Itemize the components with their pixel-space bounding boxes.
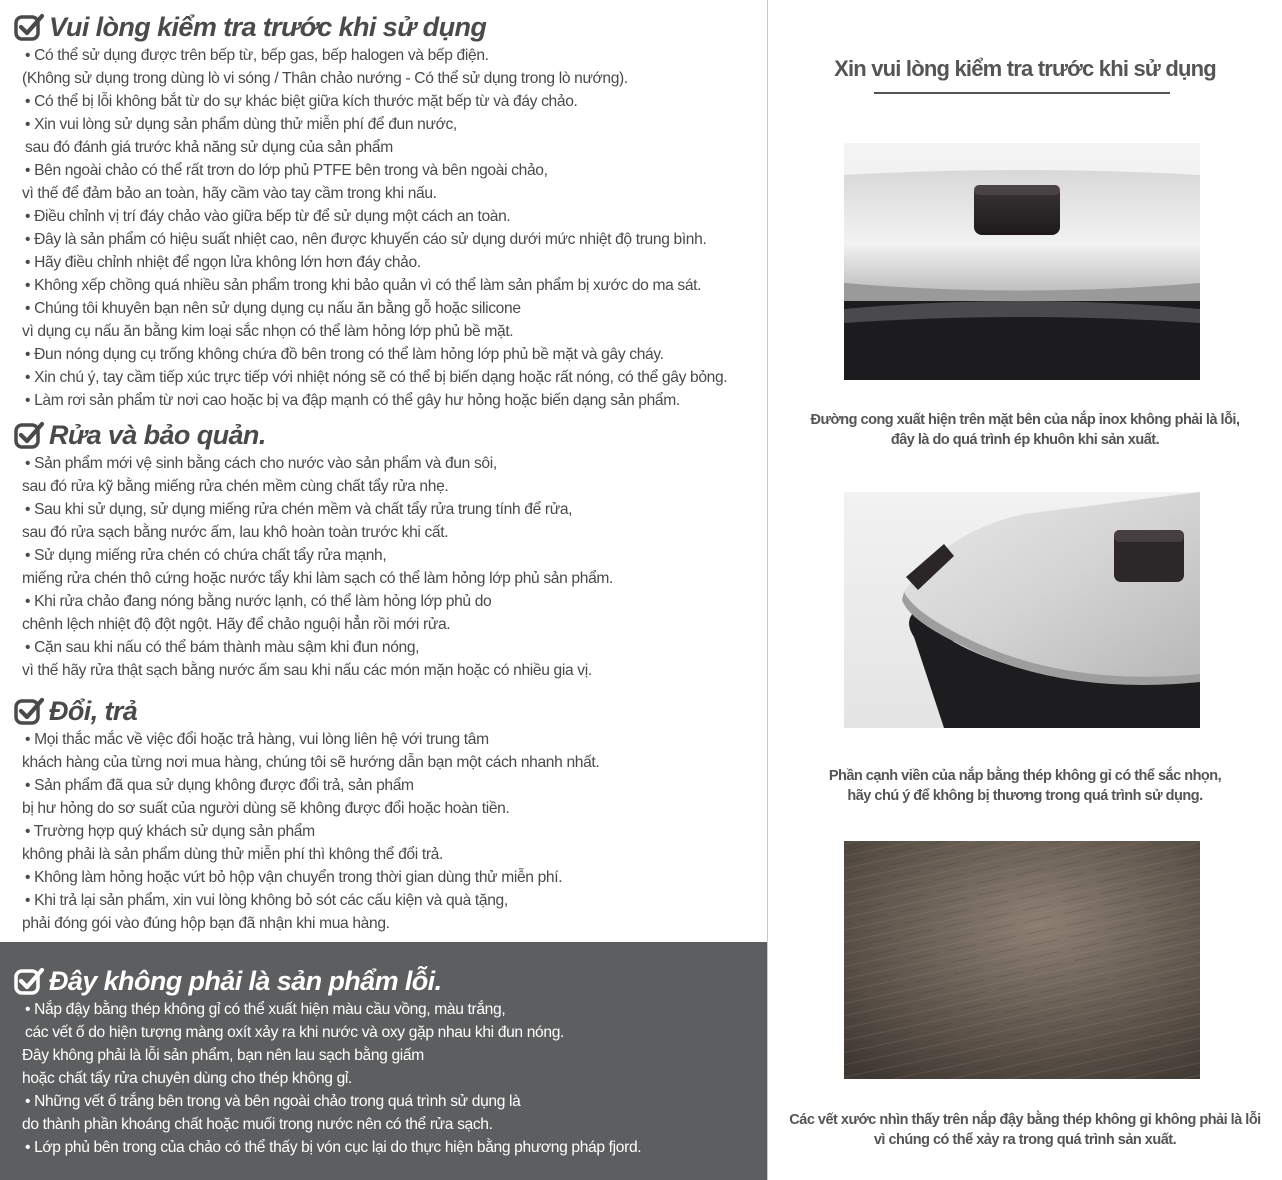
text-line: • Nắp đậy bằng thép không gỉ có thể xuất hiện màu cầu vồng, màu trắng, [25,1001,506,1018]
checkbox-check-icon [14,966,44,996]
caption-2: Phần cạnh viền của nắp bằng thép không gỉ có thể sắc nhọn, hãy chú ý để không bị thương trong quá trình sử dụng. [828,768,1222,804]
text-line: • Sau khi sử dụng, sử dụng miếng rửa chén mềm và chất tẩy rửa trung tính để rửa, [25,501,573,518]
text-line: • Đây là sản phẩm có hiệu suất nhiệt cao, nên được khuyến cáo sử dụng dưới mức nhiệt độ trung bình. [25,231,707,248]
text-line: • Sản phẩm mới vệ sinh bằng cách cho nước vào sản phẩm và đun sôi, [25,455,497,472]
text-line: phải đóng gói vào đúng hộp bạn đã nhận khi mua hàng. [22,915,390,932]
section-heading [14,696,767,726]
text-line: • Bên ngoài chảo có thể rất trơn do lớp phủ PTFE bên trong và bên ngoài chảo, [25,162,548,179]
text-line: • Trường hợp quý khách sử dụng sản phẩm [25,823,315,840]
text-line: vì thế để đảm bảo an toàn, hãy cầm vào tay cầm trong khi nấu. [22,185,437,202]
text-line: • Cặn sau khi nấu có thể bám thành màu sậm khi đun nóng, [25,639,420,656]
section-heading [14,420,767,450]
text-line: • Chúng tôi khuyên bạn nên sử dụng dụng cụ nấu ăn bằng gỗ hoặc silicone [25,300,521,317]
section-check-before-use [0,12,767,412]
right-column [768,0,1282,1180]
checkbox-check-icon [14,12,44,42]
text-line: chênh lệch nhiệt độ đột ngột. Hãy để chảo nguội hẳn rồi mới rửa. [22,616,451,633]
text-line: các vết ố do hiện tượng màng oxít xảy ra khi nước và oxy gặp nhau khi đun nóng. [25,1024,565,1041]
photo-scratches [844,841,1200,1079]
text-line: • Điều chỉnh vị trí đáy chảo vào giữa bếp từ để sử dụng một cách an toàn. [25,208,511,225]
right-heading: Xin vui lòng kiểm tra trước khi sử dụng [834,56,1216,81]
text-line: miếng rửa chén thô cứng hoặc nước tẩy khi làm sạch có thể làm hỏng lớp phủ sản phẩm. [22,570,614,587]
text-line: • Sử dụng miếng rửa chén có chứa chất tẩy rửa mạnh, [25,547,387,564]
text-line: không phải là sản phẩm dùng thử miễn phí thì không thể đổi trả. [22,846,443,863]
text-line: • Không xếp chồng quá nhiều sản phẩm trong khi bảo quản vì có thể làm sản phẩm bị xước do ma sát. [25,277,702,294]
text-line: khách hàng của từng nơi mua hàng, chúng tôi sẽ hướng dẫn bạn một cách nhanh nhất. [22,754,600,771]
scratches-photo [844,841,1200,1079]
section-title: Vui lòng kiểm tra trước khi sử dụng [49,11,487,42]
text-line: hoặc chất tẩy rửa chuyên dùng cho thép không gỉ. [22,1070,353,1087]
text-line: • Khi trả lại sản phẩm, xin vui lòng không bỏ sót các cấu kiện và quà tặng, [25,892,508,909]
text-line: • Làm rơi sản phẩm từ nơi cao hoặc bị va đập mạnh có thể gây hư hỏng hoặc biến dạng sản phẩm. [25,392,680,409]
section-text [22,998,767,1159]
lid-curve-photo [844,143,1200,380]
section-text [22,728,767,935]
text-line: • Hãy điều chỉnh nhiệt để ngọn lửa không lớn hơn đáy chảo. [25,254,421,271]
text-line: • Những vết ố trắng bên trong và bên ngoài chảo trong quá trình sử dụng là [25,1093,521,1110]
text-line: sau đó rửa kỹ bằng miếng rửa chén mềm cùng chất tẩy rửa nhẹ. [22,478,449,495]
text-line: • Có thể bị lỗi không bắt từ do sự khác biệt giữa kích thước mặt bếp từ và đáy chảo. [25,93,578,110]
photo-lid-edge [844,492,1200,728]
text-line: (Không sử dụng trong dùng lò vi sóng / Thân chảo nướng - Có thể sử dụng trong lò nướng). [22,70,628,87]
section-text [22,44,767,412]
text-line: • Khi rửa chảo đang nóng bằng nước lạnh, có thể làm hỏng lớp phủ do [25,593,492,610]
text-line: • Lớp phủ bên trong của chảo có thể thấy bị vón cục lại do thực hiện bằng phương pháp fjord. [25,1139,642,1156]
text-line: • Mọi thắc mắc về việc đổi hoặc trả hàng, vui lòng liên hệ với trung tâm [25,731,489,748]
lid-edge-photo [844,492,1200,728]
text-line: sau đó đánh giá trước khả năng sử dụng của sản phẩm [25,139,393,156]
section-heading [14,12,767,42]
checkbox-check-icon [14,696,44,726]
text-line: sau đó rửa sạch bằng nước ấm, lau khô hoàn toàn trước khi cất. [22,524,449,541]
section-not-defect [0,942,767,1180]
caption-1: Đường cong xuất hiện trên mặt bên của nắp inox không phải là lỗi, đây là do quá trình ép khuôn khi sản xuất. [810,412,1240,448]
section-returns [0,696,767,935]
checkbox-check-icon [14,420,44,450]
section-title: Đây không phải là sản phẩm lỗi. [49,965,442,996]
heading-underline [874,92,1170,94]
section-washing-storage [0,420,767,682]
text-line: • Không làm hỏng hoặc vứt bỏ hộp vận chuyển trong thời gian dùng thử miễn phí. [25,869,563,886]
text-line: • Xin chú ý, tay cầm tiếp xúc trực tiếp với nhiệt nóng sẽ có thể bị biến dạng hoặc rất nóng, có thể gây bỏng. [25,369,728,386]
section-title: Đổi, trả [49,695,138,726]
caption-3: Các vết xước nhìn thấy trên nắp đậy bằng thép không gỉ không phải là lỗi vì chúng có thể xảy ra trong quá trình sản xuất. [789,1112,1261,1148]
photo-lid-curve [844,143,1200,380]
text-line: • Có thể sử dụng được trên bếp từ, bếp gas, bếp halogen và bếp điện. [25,47,489,64]
text-line: • Đun nóng dụng cụ trống không chứa đồ bên trong có thể làm hỏng lớp phủ bề mặt và gây cháy. [25,346,664,363]
text-line: vì dụng cụ nấu ăn bằng kim loại sắc nhọn có thể làm hỏng lớp phủ bề mặt. [22,323,514,340]
section-title: Rửa và bảo quản. [49,419,266,450]
section-text [22,452,767,682]
text-line: do thành phần khoáng chất hoặc muối trong nước nên có thể rửa sạch. [22,1116,493,1133]
text-line: vì thế hãy rửa thật sạch bằng nước ấm sau khi nấu các món mặn hoặc có nhiều gia vị. [22,662,592,679]
text-line: • Xin vui lòng sử dụng sản phẩm dùng thử miễn phí để đun nước, [25,116,457,133]
text-line: bị hư hỏng do sơ suất của người dùng sẽ không được đổi hoặc hoàn tiền. [22,800,510,817]
section-heading [14,966,767,996]
text-line: • Sản phẩm đã qua sử dụng không được đổi trả, sản phẩm [25,777,414,794]
text-line: Đây không phải là lỗi sản phẩm, bạn nên lau sạch bằng giấm [22,1047,424,1064]
